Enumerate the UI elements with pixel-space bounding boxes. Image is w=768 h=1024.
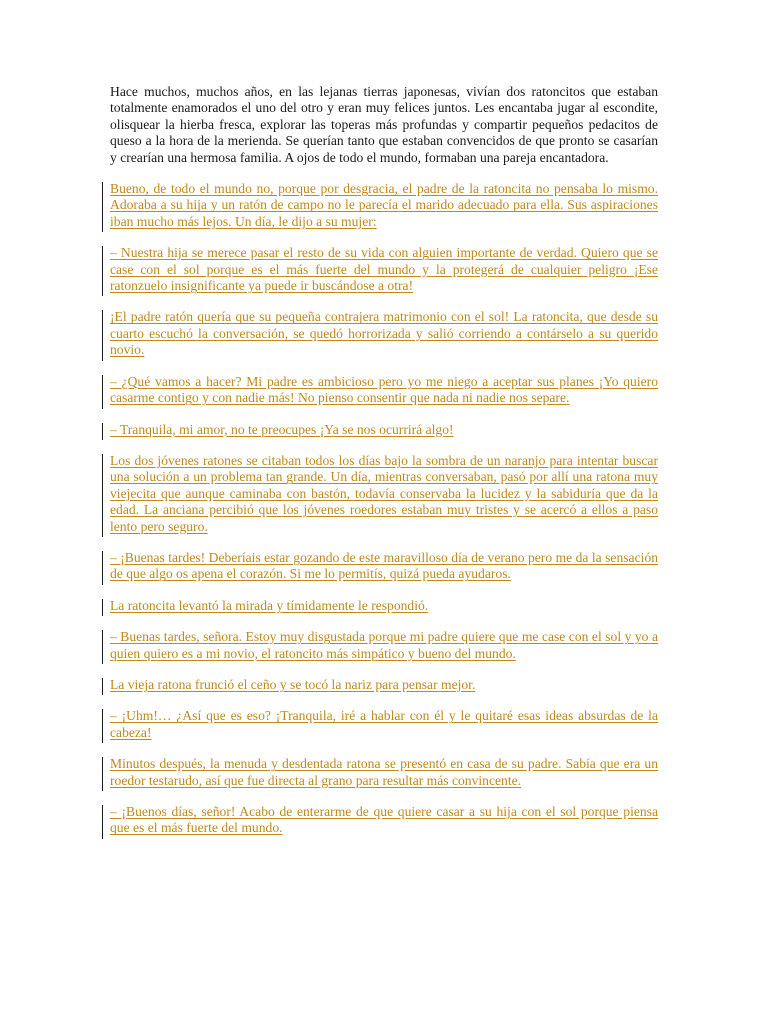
paragraph-tracked-change[interactable]: La vieja ratona frunció el ceño y se tocó la nariz para pensar mejor. — [110, 677, 658, 693]
paragraph-tracked-change[interactable]: – Nuestra hija se merece pasar el resto de su vida con alguien importante de verdad. Quiero que se case con el sol porque es el más fuerte del mundo y la protegerá de cualquier peligro ¡Ese ratonzuelo insignificante ya puede ir buscándose a otra! — [110, 245, 658, 294]
paragraph-tracked-change[interactable]: – Buenas tardes, señora. Estoy muy disgustada porque mi padre quiere que me case con el sol y yo a quien quiero es a mi novio, el ratoncito más simpático y bueno del mundo. — [110, 629, 658, 661]
paragraph-tracked-change[interactable]: – ¡Buenas tardes! Deberíais estar gozando de este maravilloso día de verano pero me da la sensación de que algo os apena el corazón. Si me lo permitís, quizá pueda ayudaros. — [110, 549, 658, 582]
document-page — [110, 84, 658, 837]
paragraph-tracked-change[interactable]: – ¡Buenos días, señor! Acabo de enterarme de que quiere casar a su hija con el sol porque piensa que es el más fuerte del mundo. — [110, 804, 658, 836]
paragraph-tracked-change[interactable]: Los dos jóvenes ratones se citaban todos los días bajo la sombra de un naranjo para intentar buscar una solución a un problema tan grande. Un día, mientras conversaban, pasó por allí una ratona muy viejecita que aunque caminaba con bastón, todavía conservaba la lucidez y la sabiduría que da la edad. La anciana percibió que los jóvenes roedores estaban muy tristes y se acercó a ellos a paso lento pero seguro. — [110, 452, 658, 534]
paragraph-tracked-change[interactable]: – ¿Qué vamos a hacer? Mi padre es ambicioso pero yo me niego a aceptar sus planes ¡Yo quiero casarme contigo y con nadie más! No pienso consentir que nada ni nadie nos separe. — [110, 373, 658, 406]
paragraph-tracked-change[interactable]: – Tranquila, mi amor, no te preocupes ¡Ya se nos ocurrirá algo! — [110, 422, 658, 438]
paragraph-intro: Hace muchos, muchos años, en las lejanas tierras japonesas, vivían dos ratoncitos que estaban totalmente enamorados el uno del otro y eran muy felices juntos. Les encantaba jugar al escondite, olisquear la hierba fresca, explorar las toperas más profundas y compartir pequeños pedacitos de queso a la hora de la merienda. Se querían tanto que estaban convencidos de que pronto se casarían y crearían una hermosa familia. A ojos de todo el mundo, formaban una pareja encantadora. — [110, 84, 658, 165]
paragraph-tracked-change[interactable]: Bueno, de todo el mundo no, porque por desgracia, el padre de la ratoncita no pensaba lo mismo. Adoraba a su hija y un ratón de campo no le parecía el marido adecuado para ella. Sus aspiraciones iban mucho más lejos. Un día, le dijo a su mujer: — [110, 181, 658, 229]
paragraph-tracked-change[interactable]: La ratoncita levantó la mirada y tímidamente le respondió. — [110, 598, 658, 614]
paragraph-tracked-change[interactable]: ¡El padre ratón quería que su pequeña contrajera matrimonio con el sol! La ratoncita, que desde su cuarto escuchó la conversación, se quedó horrorizada y salió corriendo a contárselo a su querido novio. — [110, 309, 658, 358]
paragraph-tracked-change[interactable]: Minutos después, la menuda y desdentada ratona se presentó en casa de su padre. Sabía que era un roedor testarudo, así que fue directa al grano para resultar más convincente. — [110, 756, 658, 788]
paragraph-tracked-change[interactable]: – ¡Uhm!… ¿Así que es eso? ¡Tranquila, iré a hablar con él y le quitaré esas ideas absurdas de la cabeza! — [110, 708, 658, 740]
